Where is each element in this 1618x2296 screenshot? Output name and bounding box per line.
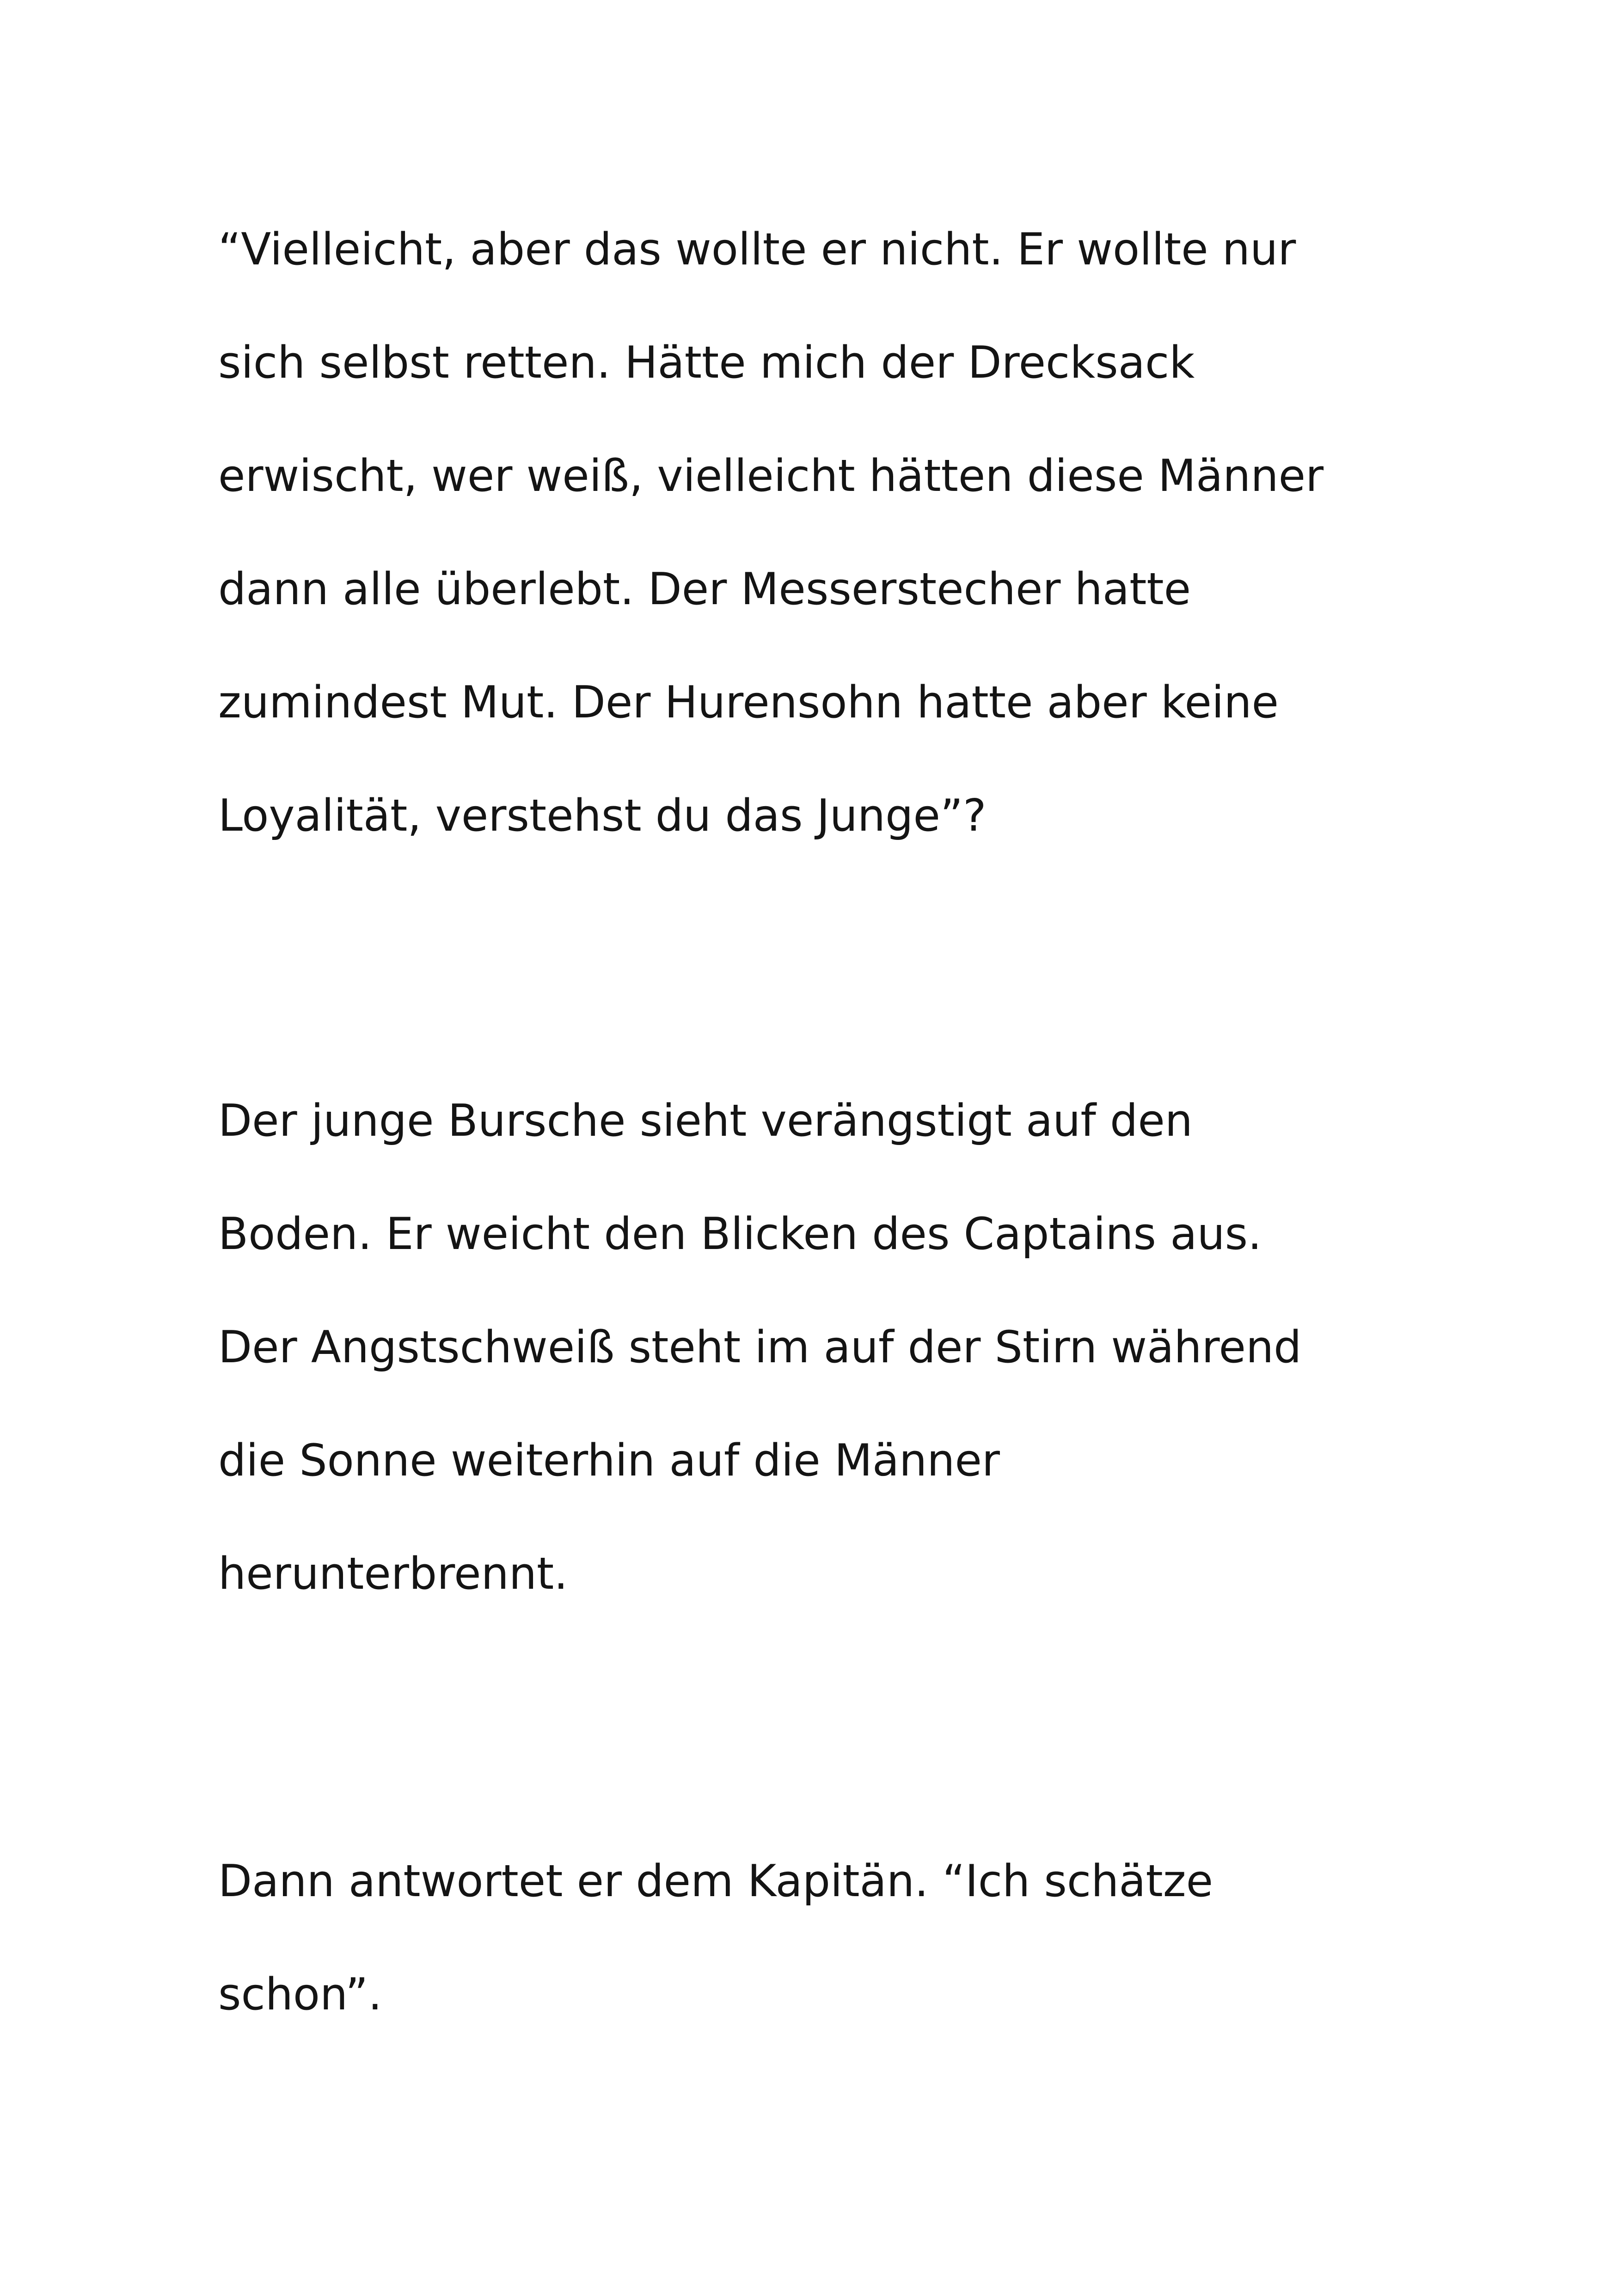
paragraph-2-line-4: die Sonne weiterhin auf die Männer <box>218 1435 1000 1486</box>
paragraph-3-line-2: schon”. <box>218 1969 382 2020</box>
paragraph-2-line-2: Boden. Er weicht den Blicken des Captains aus. <box>218 1209 1262 1260</box>
paragraph-2-line-5: herunterbrennt. <box>218 1549 568 1599</box>
paragraph-1-line-2: sich selbst retten. Hätte mich der Drecksack <box>218 337 1195 388</box>
paragraph-2-line-3: Der Angstschweiß steht im auf der Stirn während <box>218 1322 1302 1373</box>
paragraph-1-line-4: dann alle überlebt. Der Messerstecher hatte <box>218 564 1191 615</box>
paragraph-1-line-6: Loyalität, verstehst du das Junge”? <box>218 790 987 841</box>
paragraph-1-line-3: erwischt, wer weiß, vielleicht hätten diese Männer <box>218 451 1324 502</box>
paragraph-1-line-5: zumindest Mut. Der Hurensohn hatte aber keine <box>218 677 1279 728</box>
paragraph-2-line-1: Der junge Bursche sieht verängstigt auf den <box>218 1096 1193 1146</box>
paragraph-3-line-1: Dann antwortet er dem Kapitän. “Ich schätze <box>218 1856 1214 1907</box>
paragraph-1-line-1: “Vielleicht, aber das wollte er nicht. Er wollte nur <box>218 224 1296 275</box>
